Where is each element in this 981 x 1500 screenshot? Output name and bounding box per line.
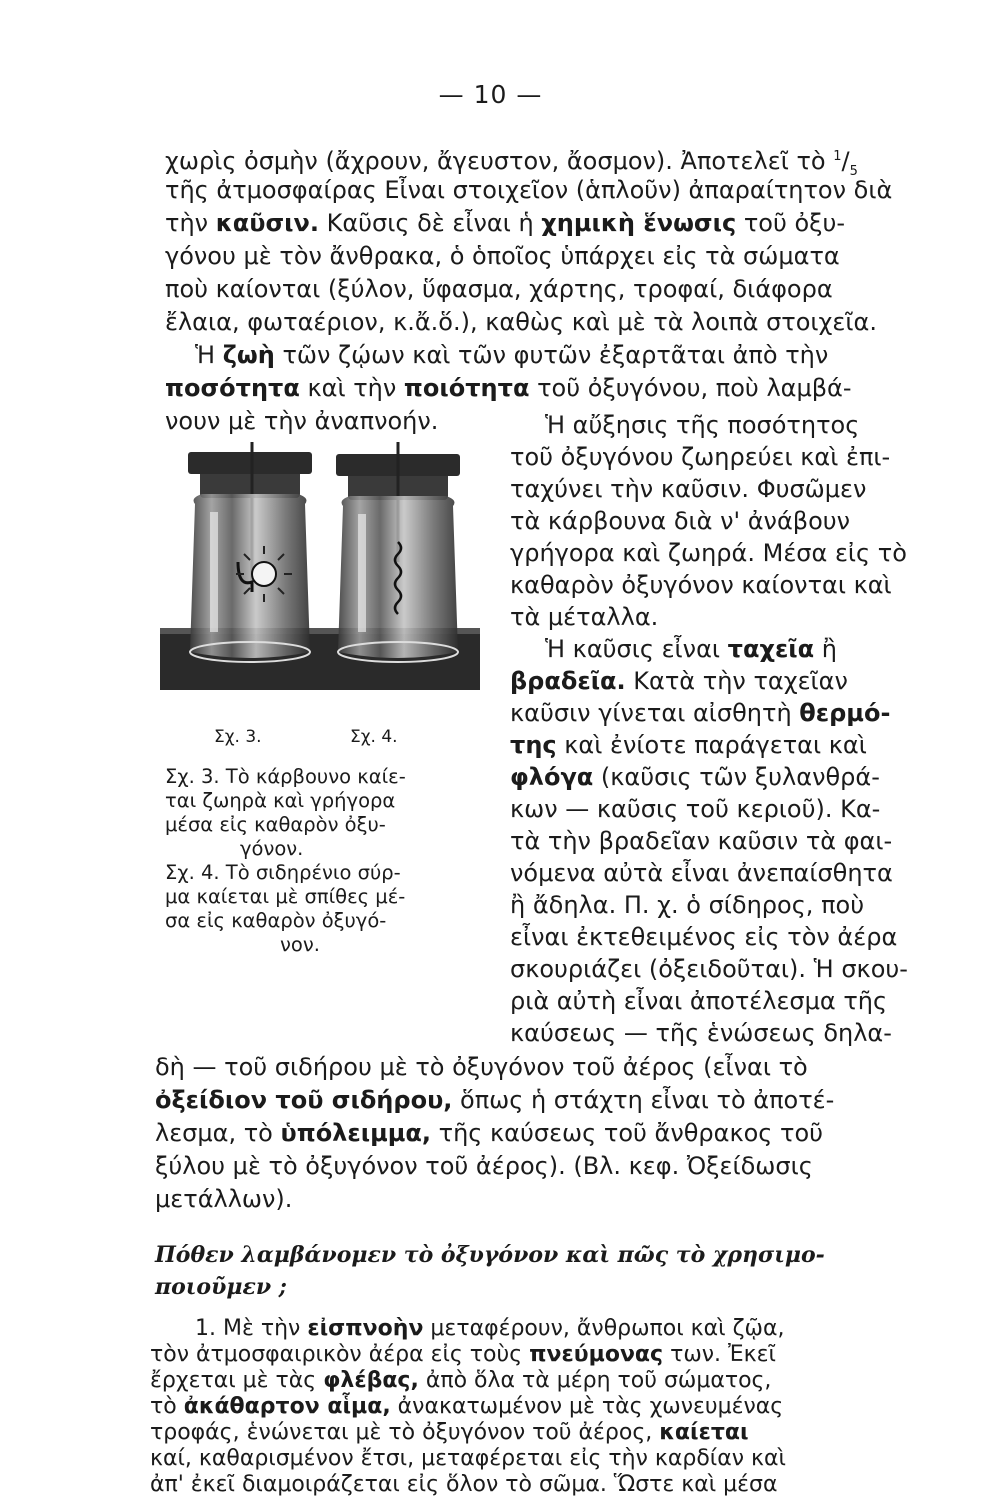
text-line: ὀξείδιον τοῦ σιδήρου, ὅπως ἡ στάχτη εἶναι τὸ ἀποτέ- xyxy=(155,1086,835,1114)
text-line: κων — καῦσις τοῦ κεριοῦ). Κα- xyxy=(510,795,881,823)
jar-fig-4 xyxy=(336,442,460,662)
text-line: Ἡ αὔξησις τῆς ποσότητος xyxy=(545,411,860,439)
text-line: ποὺ καίονται (ξύλον, ὕφασμα, χάρτης, τροφαί, διάφορα xyxy=(165,275,833,303)
text-line: τροφάς, ἑνώνεται μὲ τὸ ὀξυγόνον τοῦ ἀέρος, καίεται xyxy=(150,1420,749,1445)
text-line: σκουριάζει (ὀξειδοῦται). Ἡ σκου- xyxy=(510,955,908,983)
text-line: ταχύνει τὴν καῦσιν. Φυσῶμεν xyxy=(510,475,867,503)
text-line: τὸν ἀτμοσφαιρικὸν ἀέρα εἰς τοὺς πνεύμονας των. Ἐκεῖ xyxy=(150,1342,776,1367)
text-line: τὰ μέταλλα. xyxy=(510,603,659,631)
text-line: τὰ τὴν βραδεῖαν καῦσιν τὰ φαι- xyxy=(510,827,893,855)
text-line: φλόγα (καῦσις τῶν ξυλανθρά- xyxy=(510,763,880,791)
page-number: — 10 — xyxy=(438,80,543,109)
text-line: χωρὶς ὀσμὴν (ἄχρουν, ἄγευστον, ἄοσμον). Ἀποτελεῖ τὸ $^1/_5$ xyxy=(165,147,858,179)
text-line: ἔρχεται μὲ τὰς φλέβας, ἀπὸ ὅλα τὰ μέρη τοῦ σώματος, xyxy=(150,1368,772,1393)
text-line: τὰ κάρβουνα διὰ ν' ἀνάβουν xyxy=(510,507,851,535)
text-line: τὸ ἀκάθαρτον αἷμα, ἀνακατωμένον μὲ τὰς χωνευμένας xyxy=(150,1394,784,1419)
text-line: βραδεῖα. Κατὰ τὴν ταχεῖαν xyxy=(510,667,848,695)
section-heading: Πόθεν λαμβάνομεν τὸ ὀξυγόνον καὶ πῶς τὸ χρησιμο- xyxy=(155,1242,825,1268)
caption-line: ται ζωηρὰ καὶ γρήγορα xyxy=(165,789,396,812)
text-line: λεσμα, τὸ ὑπόλειμμα, τῆς καύσεως τοῦ ἄνθρακος τοῦ xyxy=(155,1119,824,1147)
jars-illustration xyxy=(160,442,480,702)
text-line: καῦσιν γίνεται αἰσθητὴ θερμό- xyxy=(510,699,891,727)
caption-line: μα καίεται μὲ σπίθες μέ- xyxy=(165,885,406,908)
figure-label-3: Σχ. 3. xyxy=(214,727,262,747)
text-line: τοῦ ὀξυγόνου ζωηρεύει καὶ ἐπι- xyxy=(510,443,891,471)
text-line: Ἡ ζωὴ τῶν ζῴων καὶ τῶν φυτῶν ἐξαρτᾶται ἀπὸ τὴν xyxy=(195,341,829,369)
caption-line: Σχ. 4. Τὸ σιδηρένιο σύρ- xyxy=(165,861,401,884)
caption-line: νον. xyxy=(280,933,320,956)
caption-line: γόνον. xyxy=(240,837,304,860)
text-line: τῆς ἀτμοσφαίρας Εἶναι στοιχεῖον (ἁπλοῦν) ἀπαραίτητον διὰ xyxy=(165,176,893,204)
section-heading: ποιοῦμεν ; xyxy=(155,1274,287,1300)
caption-line: μέσα εἰς καθαρὸν ὀξυ- xyxy=(165,813,386,836)
text-line: νουν μὲ τὴν ἀναπνοήν. xyxy=(165,407,439,435)
figure-label-4: Σχ. 4. xyxy=(350,727,398,747)
caption-line: σα εἰς καθαρὸν ὀξυγό- xyxy=(165,909,387,932)
text-line: καύσεως — τῆς ἑνώσεως δηλα- xyxy=(510,1019,892,1047)
text-line: της καὶ ἐνίοτε παράγεται καὶ xyxy=(510,731,867,759)
jar-fig-3 xyxy=(188,442,312,662)
caption-line: Σχ. 3. Τὸ κάρβουνο καίε- xyxy=(165,765,406,788)
text-line: ἢ ἄδηλα. Π. χ. ὁ σίδηρος, ποὺ xyxy=(510,891,865,919)
text-line: γόνου μὲ τὸν ἄνθρακα, ὁ ὁποῖος ὑπάρχει εἰς τὰ σώματα xyxy=(165,242,840,270)
text-line: ξύλου μὲ τὸ ὀξυγόνον τοῦ ἀέρος). (Βλ. κεφ. Ὀξείδωσις xyxy=(155,1152,813,1180)
text-line: τὴν καῦσιν. Καῦσις δὲ εἶναι ἡ χημικὴ ἕνωσις τοῦ ὀξυ- xyxy=(165,209,846,237)
text-line: δὴ — τοῦ σιδήρου μὲ τὸ ὀξυγόνον τοῦ ἀέρος (εἶναι τὸ xyxy=(155,1053,808,1081)
text-line: ποσότητα καὶ τὴν ποιότητα τοῦ ὀξυγόνου, ποὺ λαμβά- xyxy=(165,374,852,402)
text-line: μετάλλων). xyxy=(155,1185,293,1213)
text-line: εἶναι ἐκτεθειμένος εἰς τὸν ἀέρα xyxy=(510,923,898,951)
text-line: καθαρὸν ὀξυγόνον καίονται καὶ xyxy=(510,571,892,599)
text-line: γρήγορα καὶ ζωηρά. Μέσα εἰς τὸ xyxy=(510,539,907,567)
text-line: νόμενα αὐτὰ εἶναι ἀνεπαίσθητα xyxy=(510,859,893,887)
text-line: Ἡ καῦσις εἶναι ταχεῖα ἢ xyxy=(545,635,837,663)
text-line: ἔλαια, φωταέριον, κ.ἄ.ὅ.), καθὼς καὶ μὲ τὰ λοιπὰ στοιχεῖα. xyxy=(165,308,877,336)
text-line: ριὰ αὐτὴ εἶναι ἀποτέλεσμα τῆς xyxy=(510,987,888,1015)
text-line: καί, καθαρισμένον ἔτσι, μεταφέρεται εἰς τὴν καρδίαν καὶ xyxy=(150,1446,786,1471)
text-line: ἀπ' ἐκεῖ διαμοιράζεται εἰς ὅλον τὸ σῶμα. Ὥστε καὶ μέσα xyxy=(150,1472,778,1497)
text-line: 1. Μὲ τὴν εἰσπνοὴν μεταφέρουν, ἄνθρωποι καὶ ζῷα, xyxy=(195,1316,785,1341)
